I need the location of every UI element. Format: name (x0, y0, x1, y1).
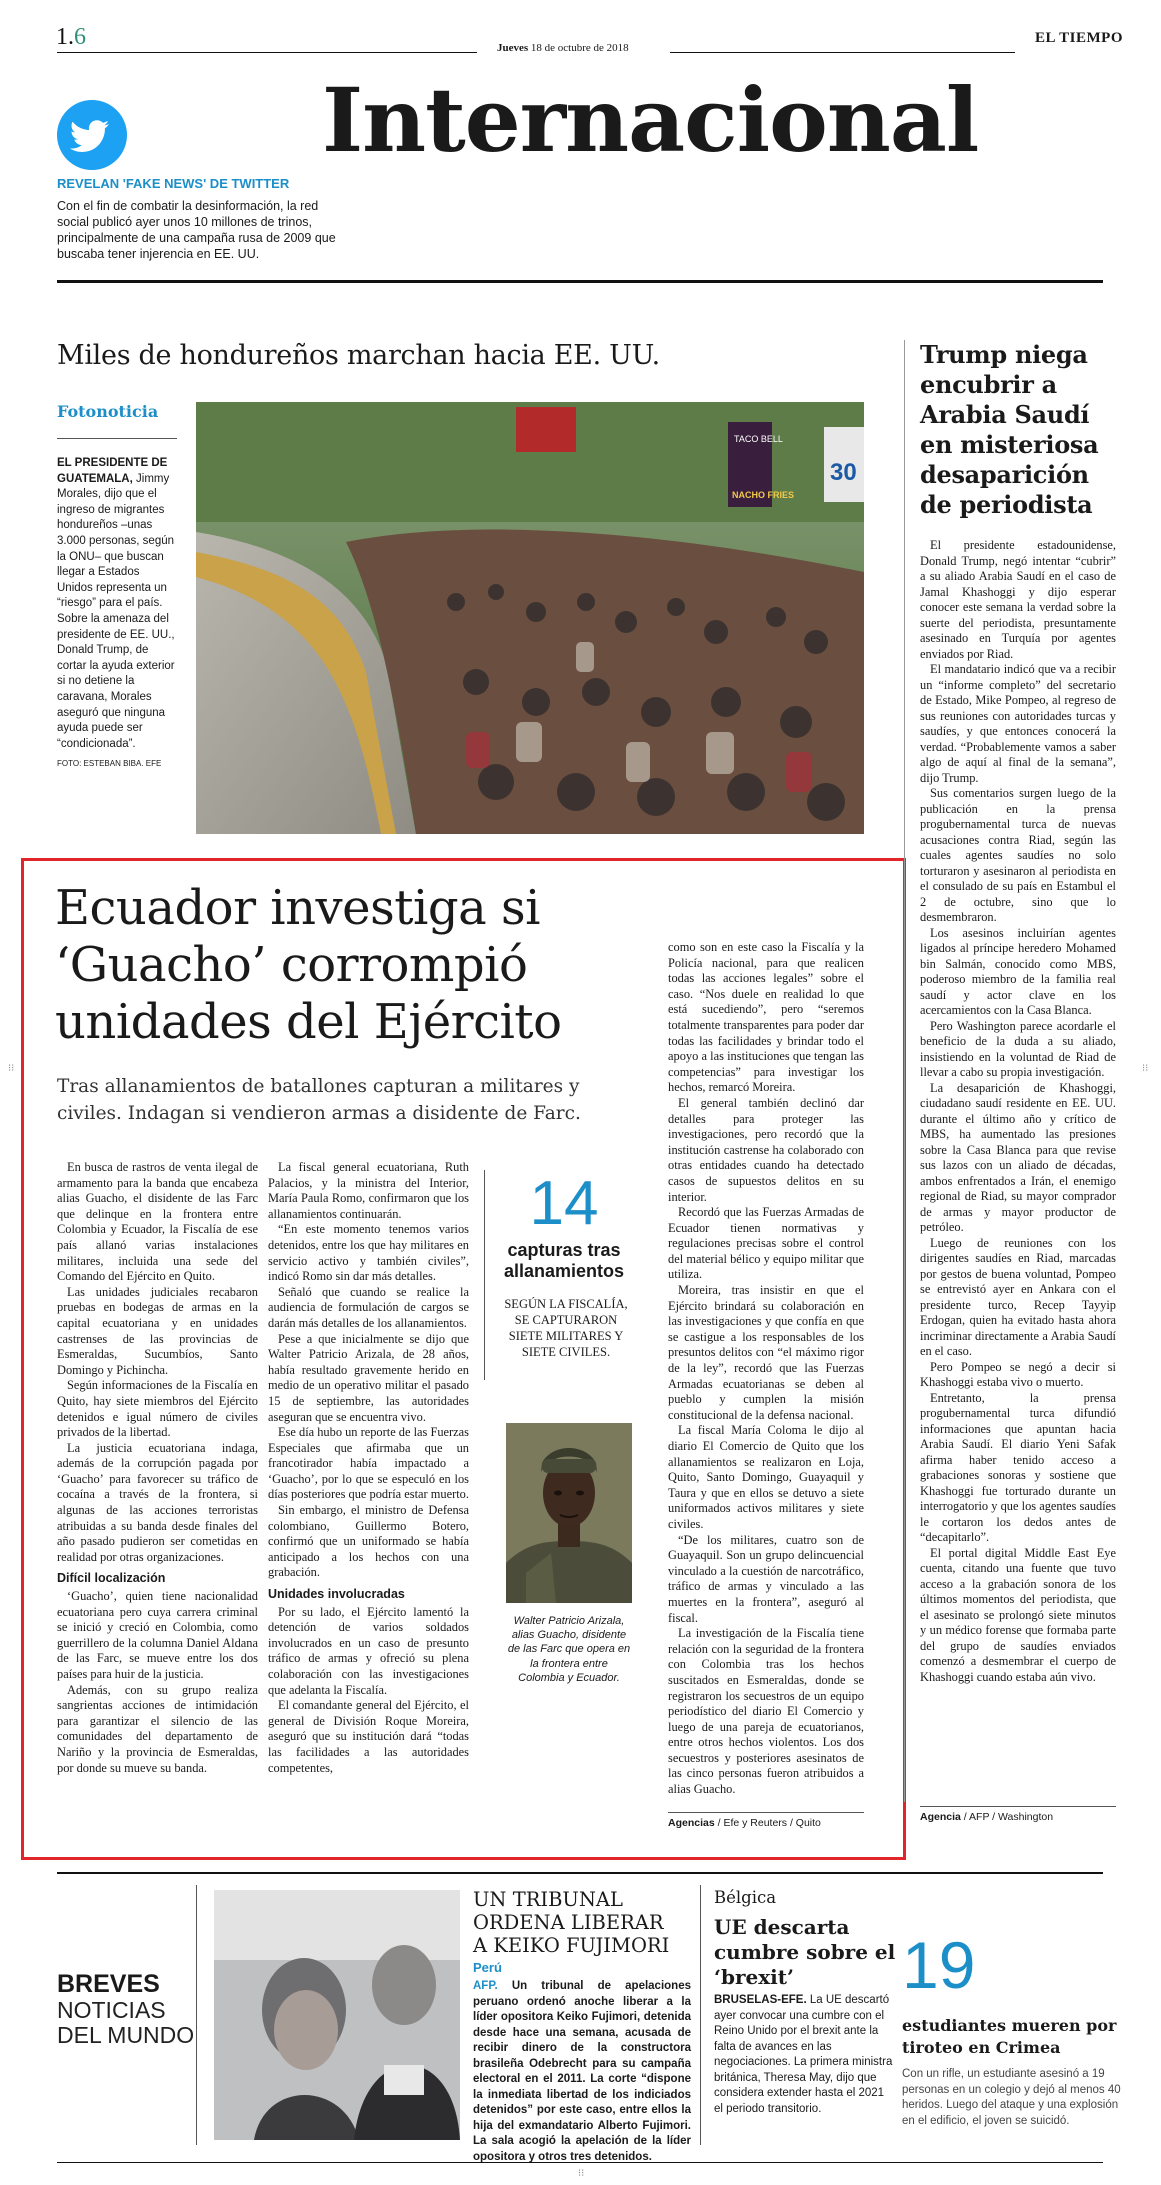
stat-label: capturas tras allanamientos (503, 1240, 625, 1281)
breves-divider-2 (700, 1885, 701, 2145)
main-column-1: En busca de rastros de venta ilegal de armamento para la banda que encabeza alias Guacho, el disidente de las Farc que delinque en la frontera entre Colombia y Ecuador, la Fiscalía de ese país allanó varias instalaciones militares, incluida una sede del Comando del Ejército en Quito. Las unidades judiciales recabaron pruebas en bodegas de armas en la capital ecuatoriana y en unidades castrenses de las provincias de Esmeraldas, Sucumbíos, Santo Domingo y Pichincha. Según informaciones de la Fiscalía en Quito, hay siete miembros del Ejército detenidos e igual número de civiles privados de la libertad. La justicia ecuatoriana indaga, además de la corrupción pagada por ‘Guacho’ para favorecer su tráfico de cocaína a través de la frontera, si algunas de las acciones terroristas atribuidas a su banda desde finales del año pasado pudieron ser cometidas en realidad por otras organizaciones. Difícil localización ‘Guacho’, quien tiene nacionalidad ecuatoriana pero cuya carrera criminal se inició y creció en Colombia, como guerrillero de la columna Daniel Aldana de las Farc, se mueve entre los dos países para huir de la justicia. Además, con su grupo realiza sangrientas acciones de intimidación para garantizar el silencio de las comunidades del departamento de Nariño y la provincia de Esmeraldas, por donde su mueve su banda. (57, 1160, 258, 1775)
stat-number: 14 (529, 1169, 599, 1238)
photo-kicker: Fotonoticia (57, 402, 159, 421)
stat-description: SEGÚN LA FISCALÍA, SE CAPTURARON SIETE MILITARES Y SIETE CIVILES. (504, 1297, 628, 1359)
portrait-caption: Walter Patricio Arizala, alias Guacho, disidente de las Farc que opera en la frontera entre Colombia y Ecuador. (507, 1615, 631, 1684)
crop-mark-bottom: ⁝⁝ (578, 2168, 585, 2179)
main-headline: Ecuador investiga si ‘Guacho’ corrompió unidades del Ejército (55, 880, 562, 1050)
brexit-kicker: Bélgica (714, 1888, 777, 1907)
photo-sign-30: 30 (830, 459, 857, 486)
trump-headline: Trump niega encubrir a Arabia Saudí en misteriosa desaparición de periodista (920, 340, 1099, 519)
fujimori-body: AFP. Un tribunal de apelaciones peruano ordenó anoche liberar a la líder opositora Keiko Fujimori, detenida desde hace una semana, acusada de recibir dinero de la constructora brasileña Odebrecht para su campaña electoral en el 2011. La corte “dispone la inmediata libertad de los indiciados detenidos” por este caso, entre ellos la hija del exmandatario Alberto Fujimori. La sala acogió la apelación de la líder opositora y otros tres detenidos. (473, 1980, 691, 2163)
photo-credit: FOTO: ESTEBAN BIBA. EFE (57, 759, 162, 769)
main-column-2: La fiscal general ecuatoriana, Ruth Palacios, y la ministra del Interior, María Paula Romo, confirmaron que los allanamientos continuarán. “En este momento tenemos varios detenidos, entre los que hay militares en servicio activo y también civiles”, indicó Romo sin dar más detalles. Señaló que cuando se realice la audiencia de formulación de cargos se darán más detalles de los allanamientos. Pese a que inicialmente se dijo que Walter Patricio Arizala, de 28 años, había resultado gravemente herido en medio de un operativo militar el pasado 15 de septiembre, las autoridades aseguran que se encuentra vivo. Ese día hubo un reporte de las Fuerzas Especiales que afirmaba que un francotirador había impactado a ‘Guacho’, por lo que se especuló en los días posteriores que podría estar muerto. Sin embargo, el ministro de Defensa colombiano, Guillermo Botero, confirmó que un uniformado se había anticipado a los hechos con una grabación. Unidades involucradas Por su lado, el Ejército lamentó la detención de varios soldados involucrados en un caso de presunto tráfico de armas y ofreció su plena colaboración con las investigaciones que adelanta la Fiscalía. El comandante general del Ejército, el general de División Roque Moreira, aseguró que su institución dará “todas las facilidades a las autoridades competentes, (268, 1160, 469, 1775)
keiko-fujimori-photo (214, 1890, 460, 2140)
subhead-unidades: Unidades involucradas (268, 1587, 405, 1602)
section-title: Internacional (322, 68, 979, 172)
migrant-caravan-photo (196, 402, 864, 834)
header-rule-left (57, 52, 477, 53)
dateline: Jueves 18 de octubre de 2018 (497, 42, 629, 54)
crimea-label: estudiantes mueren por tiroteo en Crimea (902, 2016, 1117, 2057)
crop-mark-left: ⁝⁝ (8, 1063, 15, 1074)
breves-top-rule (57, 1872, 1103, 1874)
crimea-body: Con un rifle, un estudiante asesinó a 19 personas en un colegio y dejó al menos 40 heridos. Luego del ataque y una explosión en el edificio, el joven se suicidó. (902, 2068, 1121, 2127)
trump-body: El presidente estadounidense, Donald Trump, negó intentar “cubrir” a su aliado Arabia Saudí en el caso de Jamal Khashoggi y dijo esperar conocer este semana la verdad sobre la suerte del periodista, presuntamente asesinado en Turquía por agentes enviados por Riad. El mandatario indicó que va a recibir un “informe completo” del secretario de Estado, Mike Pompeo, al regreso de sus reuniones con autoridades turcas y saudíes, y que entonces conocerá la verdad. “Probablemente vamos a saber algo de aquí al final de la semana”, dijo Trump. Sus comentarios surgen luego de la publicación en la prensa progubernamental turca de nuevas acusaciones contra Riad, según las cuales agentes saudíes no solo torturaron y asesinaron al periodista en el consulado de su país en Estambul el 2 de octubre, sino que lo desmembraron. Los asesinos incluirían agentes ligados al príncipe heredero Mohamed bin Salmán, conocido como MBS, poderoso miembro de la familia real saudí y actor clave en los acercamientos con la Casa Blanca. Pero Washington parece acordarle el beneficio de la duda a su aliado, insistiendo en la voluntad de Riad de llevar a cabo su propia investigación. La desaparición de Khashoggi, ciudadano saudí residente en EE. UU. durante el último año y crítico de MBS, ha aumentado las presiones sobre la Casa Blanca para que revise sus lazos con un aliado de décadas, ambos enfrentados a Irán, el enemigo regional de Riad, su mayor comprador de armas y mayor productor de petróleo. Luego de reuniones con los dirigentes saudíes en Riad, marcadas por gestos de buena voluntad, Pompeo se entrevistó ayer en Ankara con el presidente turco, Recep Tayyip Erdogan, quien ha evitado hasta ahora incriminar directamente a Arabia Saudí en el caso. Pero Pompeo se negó a decir si Khashoggi estaba vivo o muerto. Entretanto, la prensa progubernamental turca difundió informaciones que apuntan hacia Arabia Saudí. El diario Yeni Safak afirma haber tenido acceso a grabaciones sonoras y sostiene que Khashoggi fue torturado durante un interrogatorio y que los agentes saudíes le cortaron los dedos antes de “decapitarlo”. El portal digital Middle East Eye cuenta, citando una fuente que tuvo acceso a la grabación sonora de los últimos momentos del periodista, que el asesinato se prolongó siete minutos y un médico forense que formaba parte del grupo de saudíes enviados comenzó a desmembrar el cuerpo de Khashoggi cuando estaba aún vivo. (920, 538, 1116, 1684)
main-column-4: como son en este caso la Fiscalía y la Policía nacional, para que realicen todas las acciones legales” sobre el caso. “Nos duele en realidad lo que está sucediendo”, pero “seremos totalmente transparentes para poder dar todas las facilidades y brindar todo el apoyo a las instituciones que tengan las competencias” para investigar los hechos, remarcó Moreira. El general también declinó dar detalles para proteger las investigaciones, pero recordó que la institución castrense ha colaborado con otras entidades cuando ha detectado casos de supuestos delitos en su interior. Recordó que las Fuerzas Armadas de Ecuador tienen normativas y regulaciones precisas sobre el control del material bélico y equipo militar que utiliza. Moreira, tras insistir en que el Ejército brindará su colaboración en las investigaciones y que confía en que se castigue a los responsables de los presuntos delitos con “el máximo rigor de la ley”, recordó que las Fuerzas Armadas ecuatorianas se deben al pueblo y cumplen la misión constitucional de la defensa nacional. La fiscal María Coloma le dijo al diario El Comercio de Quito que los allanamientos se realizaron en Loja, Quito, Santo Domingo, Guayaquil y Taura y que en ellos se detuvo a siete uniformados activos militares y siete civiles. “De los militares, cuatro son de Guayaquil. Son un grupo delincuencial vinculado a la cuestión de narcotráfico, tráfico de armas y vinculado a las muertes en la frontera”, aseguró al fiscal. La investigación de la Fiscalía tiene relación con la seguridad de la frontera con Colombia tras los hechos suscitados en Esmeraldas, donde se registraron los secuestros de un equipo periodístico del diario El Comercio y luego de una pareja de ecuatorianos, entre otros hechos violentos. Los dos secuestros y posteriores asesinatos de las cinco personas fueron atribuidos a alias Guacho. (668, 940, 864, 1797)
header-rule-right (670, 52, 1015, 53)
photo-kicker-rule (57, 438, 177, 439)
breves-subtitle: NOTICIAS DEL MUNDO (57, 1997, 195, 2048)
brexit-headline: UE descarta cumbre sobre el ‘brexit’ (714, 1915, 896, 1989)
twitter-brief-body: Con el fin de combatir la desinformación, la red social publicó ayer unos 10 millones de trinos, principalmente de una campaña rusa de 2009 que buscaba tener injerencia en EE. UU. (57, 199, 336, 261)
guacho-portrait (506, 1423, 632, 1603)
crop-mark-right: ⁝⁝ (1142, 1063, 1149, 1074)
photo-headline: Miles de hondureños marchan hacia EE. UU. (57, 340, 660, 371)
twitter-bird-icon (57, 100, 127, 170)
trump-agency-credit: Agencia / AFP / Washington (920, 1806, 1116, 1823)
breves-divider (196, 1885, 197, 2145)
main-deck: Tras allanamientos de batallones capturan a militares y civiles. Indagan si vendieron armas a disidente de Farc. (57, 1076, 581, 1124)
crimea-number: 19 (902, 1928, 976, 2002)
photo-caption-lead: EL PRESIDENTE DE GUATEMALA, (57, 457, 168, 485)
main-agency-credit: Agencias / Efe y Reuters / Quito (668, 1812, 864, 1829)
photo-sign-taco: TACO BELL (734, 434, 783, 444)
photo-caption: EL PRESIDENTE DE GUATEMALA, Jimmy Morales, dijo que el ingreso de migrantes hondureños –unas 3.000 personas, según la ONU– que buscan llegar a Estados Unidos representa un “riesgo” para el país. Sobre la amenaza del presidente de EE. UU., Donald Trump, de cortar la ayuda exterior si no detiene la caravana, Morales aseguró que ninguna ayuda puede ser “condicionada”. FOTO: ESTEBAN BIBA. EFE (57, 456, 177, 772)
fujimori-headline: UN TRIBUNAL ORDENA LIBERAR A KEIKO FUJIMORI (473, 1888, 670, 1957)
header-bottom-rule (57, 280, 1103, 283)
fujimori-kicker: Perú (473, 1960, 502, 1975)
photo-sign-nacho: NACHO FRIES (732, 490, 795, 500)
twitter-brief-kicker: REVELAN 'FAKE NEWS' DE TWITTER (57, 176, 290, 191)
page-folio: 1.6 (56, 24, 86, 50)
page-bottom-rule (57, 2162, 1103, 2163)
brexit-body: BRUSELAS-EFE. La UE descartó ayer convocar una cumbre con el Reino Unido por el brexit ante la falta de avances en las negociaciones. La primera ministra británica, Theresa May, dijo que considera extender hasta el 2021 el periodo transitorio. (714, 1994, 893, 2115)
right-column-rule (904, 340, 905, 1802)
brand-logo: EL TIEMPO (1035, 30, 1123, 46)
subhead-localizacion: Difícil localización (57, 1571, 166, 1586)
breves-title: BREVES (57, 1970, 160, 1998)
